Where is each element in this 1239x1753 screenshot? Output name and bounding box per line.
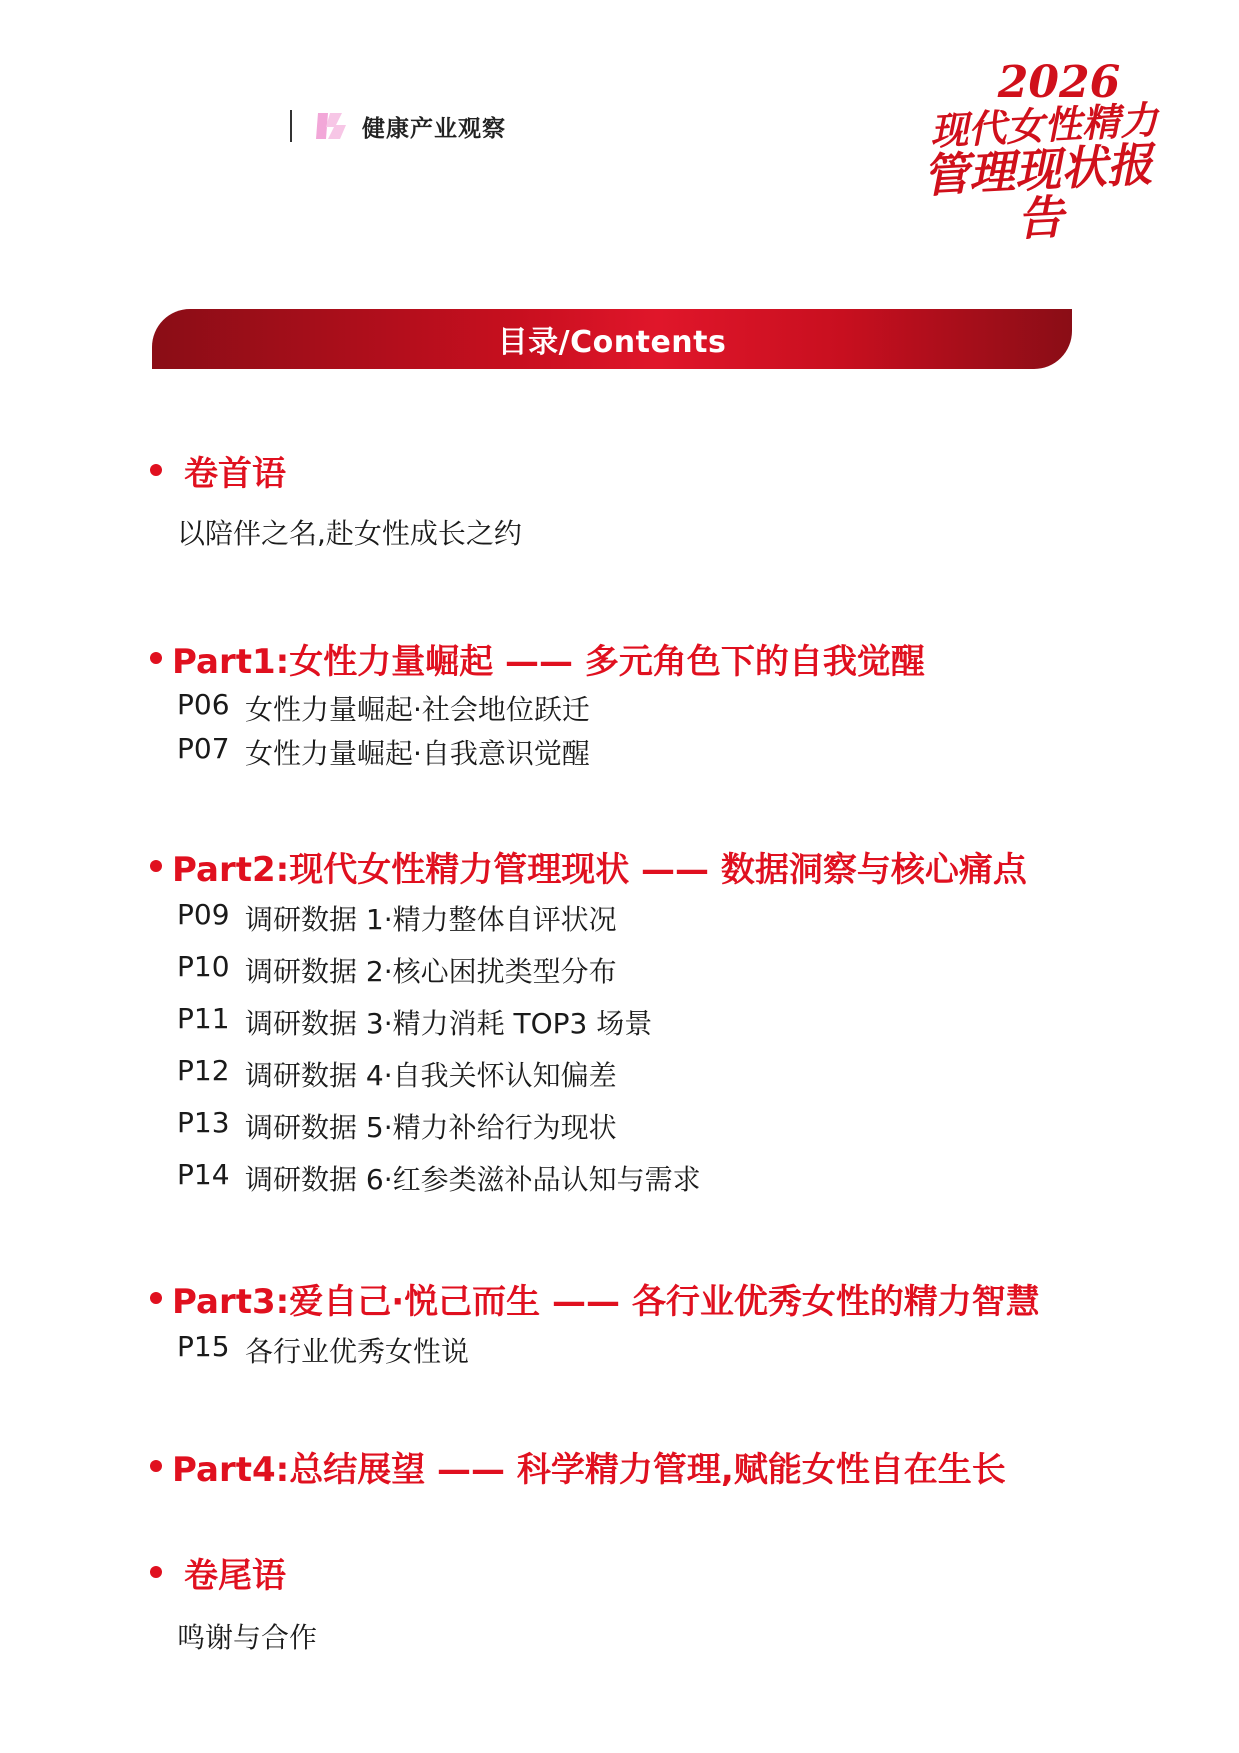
bullet-icon [150,1292,162,1304]
toc-entry[interactable] [177,1002,1150,1054]
bullet-icon [150,860,162,872]
toc-entry[interactable] [177,1158,1150,1210]
contents-banner [152,309,1072,369]
toc-entry-page: P14 [177,1158,230,1191]
toc-entry-page: P09 [177,898,230,931]
report-title [909,57,1169,247]
toc-entry-text: 调研数据 6·红参类滋补品认知与需求 [245,1163,701,1196]
toc-part3-title: Part3:爱自己·悦己而生 —— 各行业优秀女性的精力智慧 [172,1281,1040,1322]
toc-entry-page: P10 [177,950,230,983]
toc-epilogue-title: 卷尾语 [184,1555,286,1596]
toc-part4-title: Part4:总结展望 —— 科学精力管理,赋能女性自在生长 [172,1449,1006,1490]
brand-name: 健康产业观察 [362,115,506,142]
toc-entry-page: P07 [177,732,230,765]
toc-part1[interactable] [150,636,1150,776]
toc-preface-subtitle: 以陪伴之名,赴女性成长之约 [177,517,522,550]
toc-entry-text: 女性力量崛起·社会地位跃迁 [245,693,590,726]
toc-entry-page: P06 [177,688,230,721]
toc-entry[interactable] [177,898,1150,950]
report-title-line1: 现代女性精力 [928,96,1159,154]
report-year: 2026 [997,57,1121,108]
toc-entry[interactable] [177,1106,1150,1158]
toc-entry-page: P11 [177,1002,230,1035]
brand-divider [290,110,292,142]
toc-entry-page: P12 [177,1054,230,1087]
toc-epilogue-subtitle: 鸣谢与合作 [177,1621,318,1654]
bullet-icon [150,464,162,476]
toc-preface-title: 卷首语 [184,453,286,494]
toc-entry-text: 调研数据 4·自我关怀认知偏差 [245,1059,617,1092]
toc-entry[interactable] [177,950,1150,1002]
brand [290,108,506,144]
bullet-icon [150,652,162,664]
toc-entry[interactable] [177,1054,1150,1106]
toc-entry-text: 调研数据 5·精力补给行为现状 [245,1111,617,1144]
toc-part2[interactable] [150,844,1150,1210]
toc-part2-title: Part2:现代女性精力管理现状 —— 数据洞察与核心痛点 [172,849,1027,890]
toc-part4[interactable] [150,1444,1150,1488]
brand-logo-icon [316,111,350,141]
toc-epilogue[interactable] [150,1550,1150,1656]
toc-part3[interactable] [150,1276,1150,1374]
toc-preface[interactable] [150,448,1150,552]
toc-entry[interactable] [177,1330,1150,1374]
toc-entry-page: P13 [177,1106,230,1139]
toc-entry-page: P15 [177,1330,230,1363]
toc-entry-text: 各行业优秀女性说 [245,1335,470,1368]
toc-part1-title: Part1:女性力量崛起 —— 多元角色下的自我觉醒 [172,641,925,682]
toc-entry-text: 女性力量崛起·自我意识觉醒 [245,737,590,770]
toc-entry[interactable] [177,688,1150,732]
bullet-icon [150,1460,162,1472]
toc-entry-text: 调研数据 2·核心困扰类型分布 [245,955,617,988]
bullet-icon [150,1566,162,1578]
toc-entry-text: 调研数据 1·精力整体自评状况 [245,903,617,936]
report-title-line2: 管理现状报告 [921,137,1154,247]
toc-entry-text: 调研数据 3·精力消耗 TOP3 场景 [245,1007,653,1040]
toc-entry[interactable] [177,732,1150,776]
contents-banner-label: 目录/Contents [497,325,727,360]
